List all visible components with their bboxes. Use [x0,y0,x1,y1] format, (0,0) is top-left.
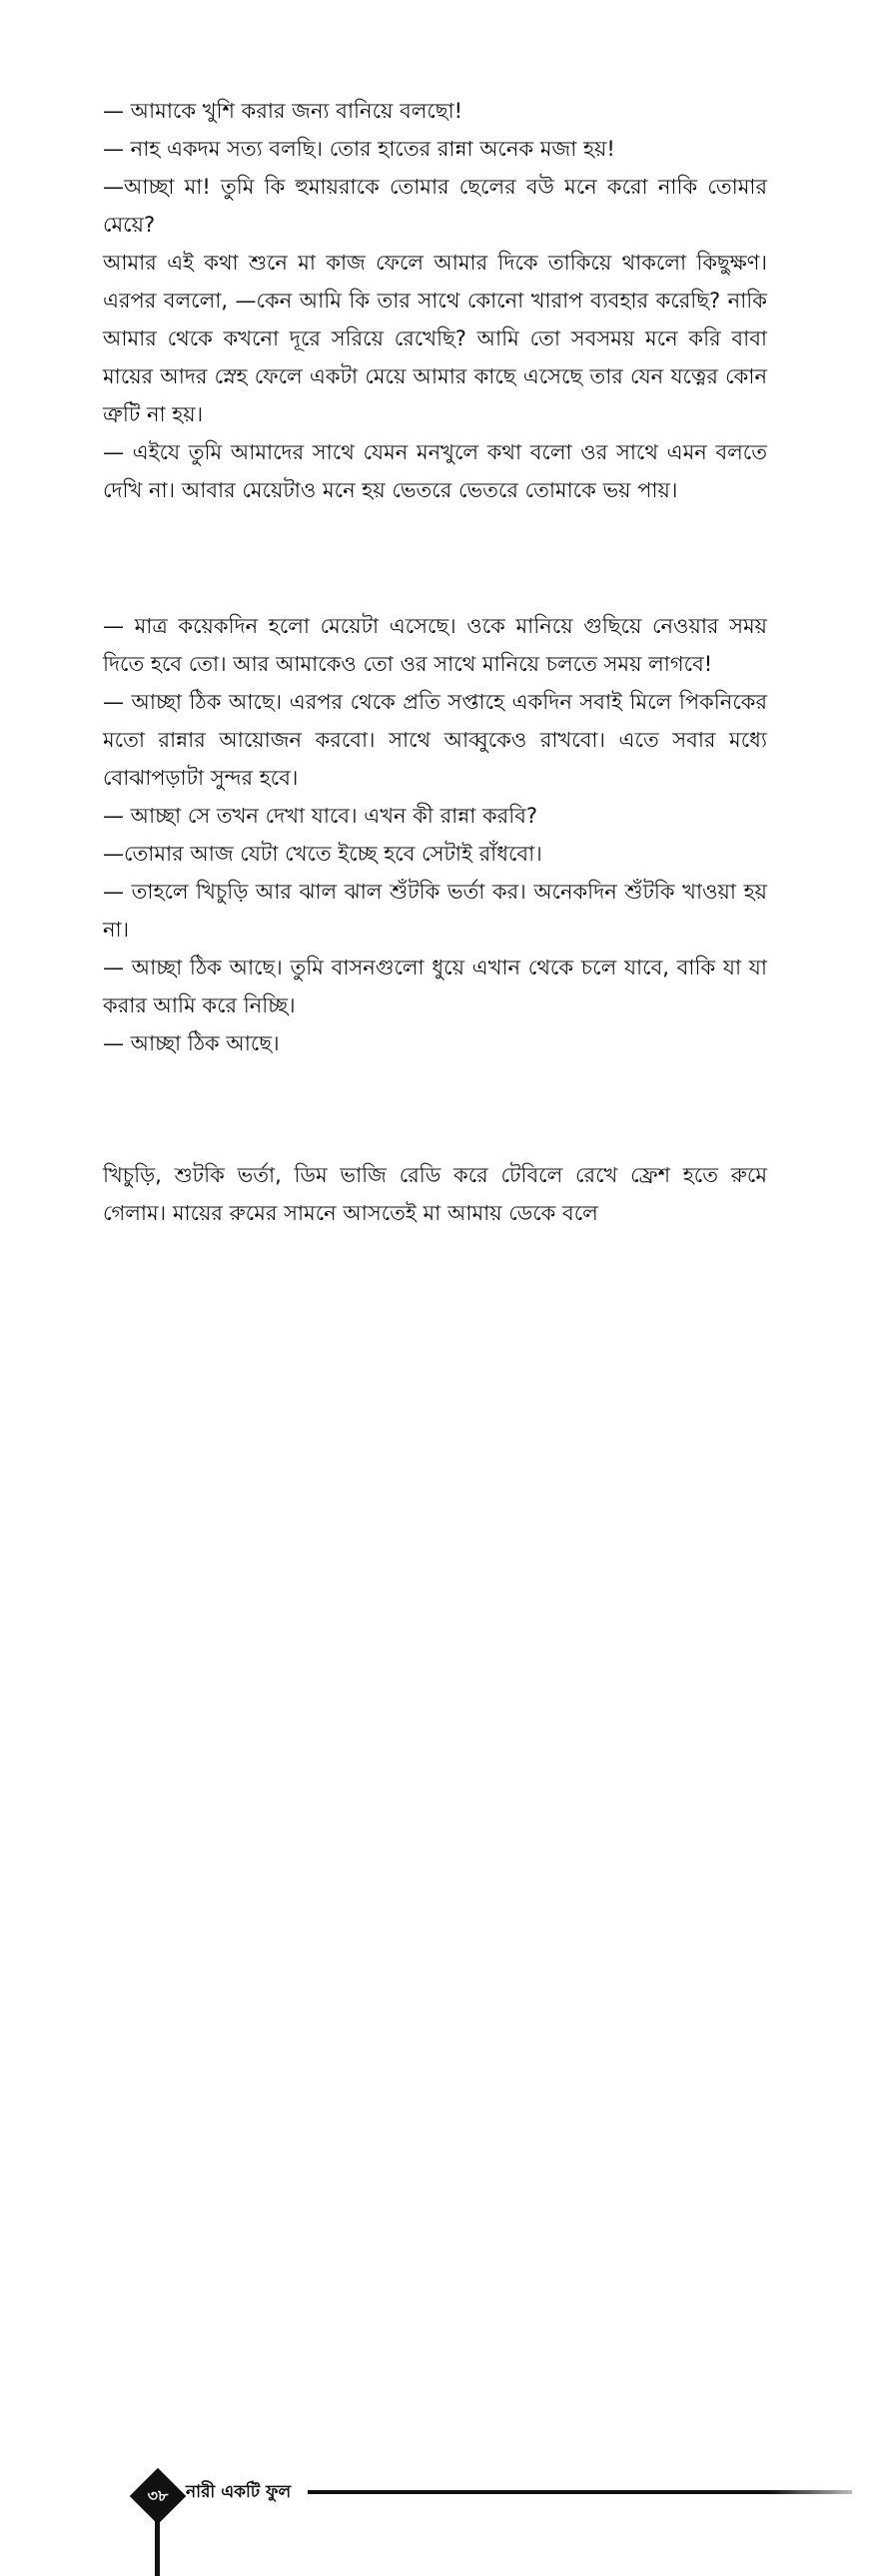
paragraph: — এইযে তুমি আমাদের সাথে যেমন মনখুলে কথা বলো ওর সাথে এমন বলতে দেখি না। আবার মেয়েটাও মনে হয় ভেতরে ভেতরে তোমাকে ভয় পায়। [103,440,767,502]
page-number: ৩৮ [147,2486,169,2505]
paragraph: — নাহ একদম সত্য বলছি। তোর হাতের রান্না অনেক মজা হয়! [103,137,615,161]
page-footer [0,1236,869,2505]
text-block-2 [103,607,767,1062]
book-title: নারী একটি ফুল [186,2482,292,2502]
paragraph: —তোমার আজ যেটা খেতে ইচ্ছে হবে সেটাই রাঁধবো। [103,842,542,866]
paragraph: — আচ্ছা ঠিক আছে। [103,1031,280,1055]
paragraph: খিচুড়ি, শুটকি ভর্তা, ডিম ভাজি রেডি করে টেবিলে রেখে ফ্রেশ হতে রুমে গেলাম। মায়ের রুমের সামনে আসতেই মা আমায় ডেকে বলে [103,1163,767,1225]
paragraph: —আচ্ছা মা! তুমি কি হুমায়রাকে তোমার ছেলের বউ মনে করো নাকি তোমার মেয়ে? [103,175,767,237]
paragraph: — মাত্র কয়েকদিন হলো মেয়েটা এসেছে। ওকে মানিয়ে গুছিয়ে নেওয়ার সময় দিতে হবে তো। আর আমাকেও তো ওর সাথে মানিয়ে চলতে সময় লাগবে! [103,614,767,676]
paragraph: আমার এই কথা শুনে মা কাজ ফেলে আমার দিকে তাকিয়ে থাকলো কিছুক্ষণ। এরপর বললো, —কেন আমি কি তার সাথে কোনো খারাপ ব্যবহার করেছি? নাকি আমার থেকে কখনো দূরে সরিয়ে রেখেছি? আমি তো সবসময় মনে করি বাবা মায়ের আদর স্নেহ ফেলে একটা মেয়ে আমার কাছে এসেছে তার যেন যত্নের কোন ত্রুটি না হয়। [103,251,767,426]
text-block-3 [103,1156,767,1232]
paragraph: — আচ্ছা ঠিক আছে। এরপর থেকে প্রতি সপ্তাহে একদিন সবাই মিলে পিকনিকের মতো রান্নার আয়োজন করবো। সাথে আব্বুকেও রাখবো। এতে সবার মধ্যে বোঝাপড়াটা সুন্দর হবে। [103,690,767,790]
footer-rule [308,2490,852,2494]
paragraph: — তাহলে খিচুড়ি আর ঝাল ঝাল শুঁটকি ভর্তা কর। অনেকদিন শুঁটকি খাওয়া হয় না। [103,880,767,942]
paragraph: — আমাকে খুশি করার জন্য বানিয়ে বলছো! [103,99,463,123]
paragraph: — আচ্ছা ঠিক আছে। তুমি বাসনগুলো ধুয়ে এখান থেকে চলে যাবে, বাকি যা যা করার আমি করে নিচ্ছি। [103,956,767,1017]
paragraph: — আচ্ছা সে তখন দেখা যাবে। এখন কী রান্না করবি? [103,804,538,828]
text-block-1 [103,92,767,509]
